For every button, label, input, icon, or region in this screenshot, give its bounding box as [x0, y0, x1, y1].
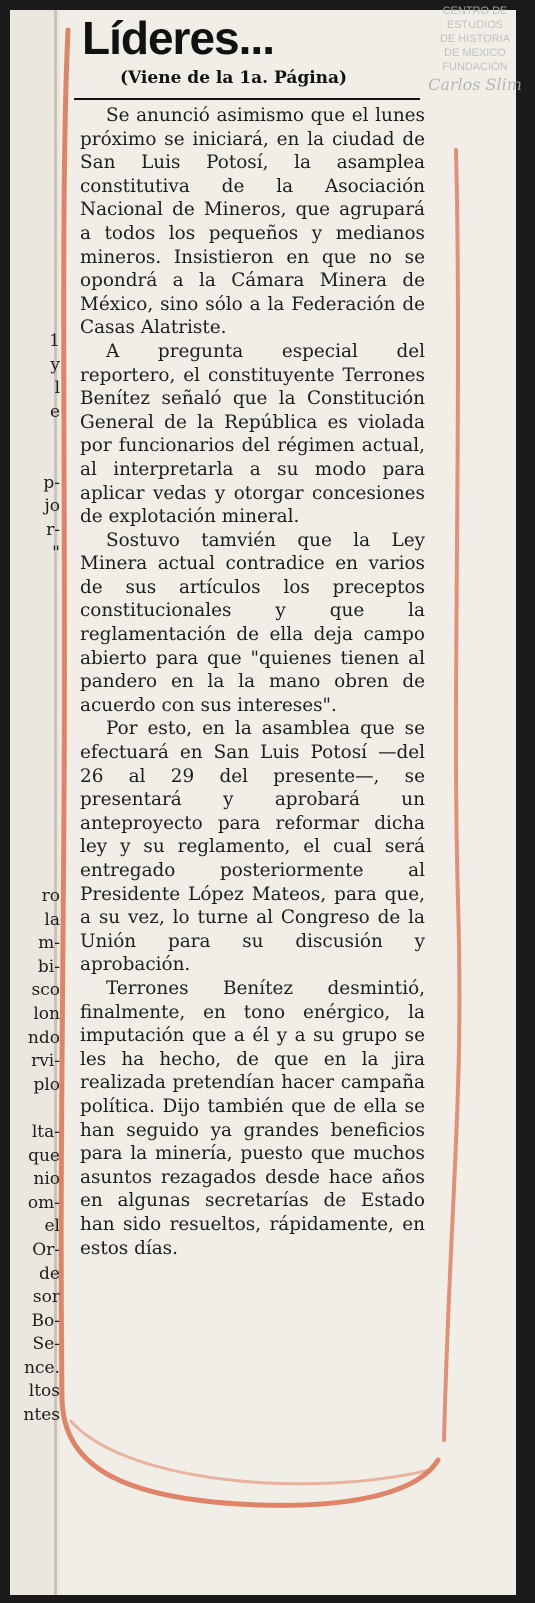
- fragment-line: ntes: [23, 1405, 60, 1426]
- fragment-line: y: [50, 354, 60, 375]
- article-paragraph: Terrones Benítez desmintió, finalmente, en tono enérgico, la imputación que a él y a su grupo se les ha hecho, de que en la jira realizada pretendían hacer campaña política. Dijo también que de ella se han seguido ya grandes beneficios para la minería, puesto que muchos asuntos rezagados desde hace años en algunas secretarías de Estado han sido resueltos, rápidamente, en estos días.: [80, 977, 425, 1259]
- watermark-line: DE HISTORIA: [439, 33, 511, 45]
- fragment-line: ltos: [28, 1381, 60, 1402]
- fragment-line: jo: [44, 496, 60, 517]
- fragment-line: Se-: [32, 1334, 60, 1355]
- fragment-line: sco: [31, 980, 60, 1001]
- fragment-line: bi-: [37, 956, 60, 977]
- fragment-line: l: [54, 378, 60, 399]
- fragment-line: r-: [46, 519, 60, 540]
- continuation-note: (Viene de la 1a. Página): [120, 68, 348, 88]
- fragment-line: nce.: [24, 1357, 60, 1378]
- watermark-line: ESTUDIOS: [446, 19, 504, 31]
- fragment-line: lta-: [31, 1121, 60, 1142]
- watermark-line: CENTRO DE: [442, 5, 508, 17]
- article-paragraph: Se anunció asimismo que el lunes próximo se iniciará, en la ciudad de San Luis Potosí, la asamplea constitutiva de la Asociación Nacional de Mineros, que agrupará a todos los pequeños y medianos mineros. Insistieron en que no se opondrá a la Cámara Minera de México, sino sólo a la Federación de Casas Alatriste.: [80, 105, 425, 339]
- fragment-line: nio: [33, 1169, 60, 1190]
- fragment-line: plo: [33, 1074, 60, 1095]
- headline: Líderes...: [82, 12, 274, 64]
- fragment-line: rvi-: [31, 1051, 60, 1072]
- fragment-line: ": [52, 543, 60, 564]
- fragment-line: p-: [43, 472, 60, 493]
- fragment-line: el: [44, 1216, 60, 1237]
- fragment-line: Bo-: [31, 1310, 60, 1331]
- watermark-line: FUNDACIÓN: [442, 61, 508, 73]
- fragment-line: Or-: [32, 1239, 60, 1260]
- fragment-line: de: [39, 1263, 60, 1284]
- fragment-line: que: [28, 1145, 60, 1166]
- article-paragraph: Por esto, en la asamblea que se efectuará en San Luis Potosí —del 26 al 29 del presente—, se presentará y aprobará un anteproyecto para reformar dicha ley y su reglamento, el cual será entregado posteriormente al Presidente López Mateos, para que, a su vez, lo turne al Congreso de la Unión para su discusión y aprobación.: [80, 718, 425, 976]
- fragment-line: sor: [32, 1287, 60, 1308]
- fragment-line: lon: [33, 1003, 60, 1024]
- watermark-signature: Carlos Slim: [428, 75, 522, 94]
- fragment-line: ndo: [27, 1027, 60, 1048]
- fragment-line: e: [49, 401, 60, 422]
- article-paragraph: Sostuvo tamvién que la Ley Minera actual contradice en varios de sus artículos los preceptos constitucionales y que la reglamentación de ella deja campo abierto para que "quienes tienen al pandero en la la mano obren de acuerdo con sus intereses".: [80, 529, 425, 716]
- fragment-line: m-: [38, 933, 60, 954]
- article-paragraph: A pregunta especial del reportero, el constituyente Terrones Benítez señaló que la Constitución General de la República es violada por funcionarios del régimen actual, al interpretarla a su modo para aplicar vedas y otorgar concesiones de explotación mineral.: [80, 340, 425, 528]
- fragment-line: la: [44, 909, 60, 930]
- watermark-line: DE MEXICO: [444, 47, 506, 59]
- fragment-line: ro: [41, 886, 60, 906]
- fragment-line: om-: [27, 1192, 60, 1213]
- fragment-line: 1: [49, 331, 60, 351]
